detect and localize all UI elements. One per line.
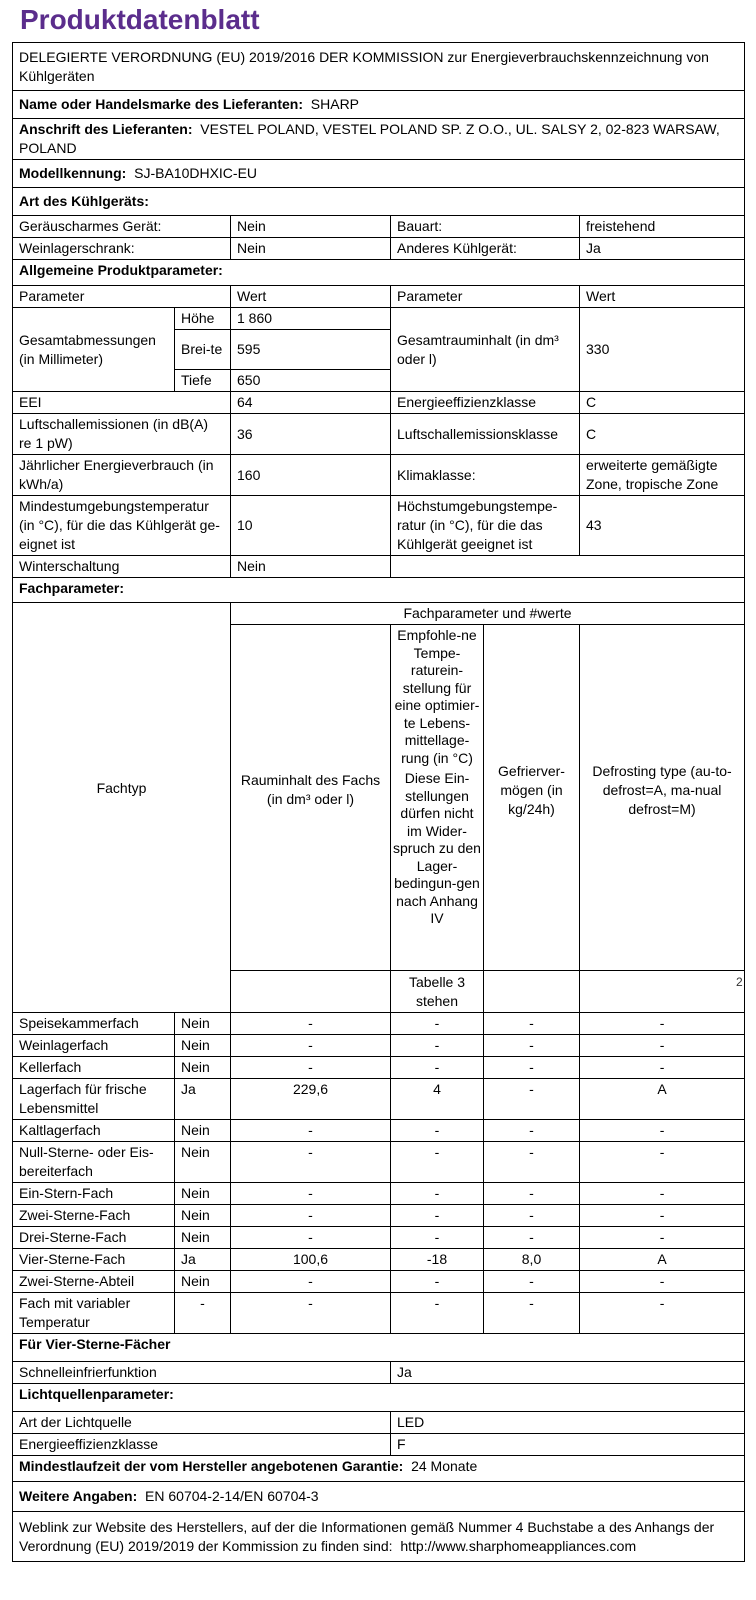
winter-value: Nein xyxy=(231,556,391,578)
compartment-name: Kellerfach xyxy=(13,1057,175,1079)
compartment-freeze: - xyxy=(484,1227,580,1249)
width-label: Brei-te xyxy=(175,330,231,370)
supplier-label: Name oder Handelsmarke des Lieferanten: xyxy=(19,96,303,112)
compartment-defrost: - xyxy=(580,1271,745,1293)
weblink-text: Weblink zur Website des Herstellers, auf der die Informationen gemäß Nummer 4 Buchstabe a des Anhangs der Verordnung (EU) 2019/2019 der Kommission zu finden sind: xyxy=(19,1518,715,1554)
col-freeze-header: Gefrierver-mögen (in kg/24h) xyxy=(484,625,580,971)
compartment-present: Nein xyxy=(175,1120,231,1142)
compartment-name: Kaltlagerfach xyxy=(13,1120,175,1142)
compartment-freeze: - xyxy=(484,1120,580,1142)
dims-label: Gesamtabmessungen (in Millimeter) xyxy=(13,308,175,392)
address-value: VESTEL POLAND, VESTEL POLAND SP. Z O.O., UL. SALSY 2, 02-823 WARSAW, POLAND xyxy=(19,121,720,156)
compartment-volume: - xyxy=(231,1013,391,1035)
address-row xyxy=(13,119,745,160)
compartment-volume: - xyxy=(231,1057,391,1079)
other-value: Ja xyxy=(580,238,745,260)
further-value: EN 60704-2-14/EN 60704-3 xyxy=(145,1488,319,1504)
general-col-value-2: Wert xyxy=(580,286,745,308)
compartment-name: Zwei-Sterne-Abteil xyxy=(13,1271,175,1293)
compartment-defrost: - xyxy=(580,1205,745,1227)
compartment-row xyxy=(13,1249,745,1271)
compartment-row xyxy=(13,1293,745,1334)
compartment-volume: 229,6 xyxy=(231,1079,391,1120)
compartments-heading: Fachparameter: xyxy=(13,578,745,603)
type-heading: Art des Kühlgeräts: xyxy=(13,188,745,216)
light-class-value: F xyxy=(391,1434,745,1456)
volume-value: 330 xyxy=(580,308,745,392)
wine-label: Weinlagerschrank: xyxy=(13,238,231,260)
climate-label: Klimaklasse: xyxy=(391,455,580,496)
compartment-present: Nein xyxy=(175,1035,231,1057)
height-label: Höhe xyxy=(175,308,231,330)
compartment-freeze: - xyxy=(484,1013,580,1035)
quick-freeze-label: Schnelleinfrierfunktion xyxy=(13,1362,391,1384)
quick-freeze-value: Ja xyxy=(391,1362,745,1384)
compartment-defrost: - xyxy=(580,1013,745,1035)
weblink-row xyxy=(13,1512,745,1562)
compartment-rows xyxy=(13,1013,745,1334)
min-temp-label: Mindestumgebungstemperatur (in °C), für die das Kühlgerät ge-eignet ist xyxy=(13,496,231,556)
compartment-freeze: - xyxy=(484,1183,580,1205)
height-value: 1 860 xyxy=(231,308,391,330)
compartment-temp: - xyxy=(391,1120,484,1142)
compartment-temp: 4 xyxy=(391,1079,484,1120)
eei-value: 64 xyxy=(231,392,391,414)
compartment-present: Nein xyxy=(175,1013,231,1035)
col-temp-header xyxy=(391,625,484,971)
datasheet-table xyxy=(12,42,745,1562)
four-star-heading: Für Vier-Sterne-Fächer xyxy=(13,1334,745,1362)
compartment-volume: - xyxy=(231,1035,391,1057)
design-value: freistehend xyxy=(580,216,745,238)
eei-label: EEI xyxy=(13,392,231,414)
general-heading: Allgemeine Produktparameter: xyxy=(13,260,745,286)
model-label: Modellkennung: xyxy=(19,165,127,181)
compartment-freeze: - xyxy=(484,1035,580,1057)
supplier-row xyxy=(13,91,745,119)
compartment-temp: - xyxy=(391,1227,484,1249)
general-col-value: Wert xyxy=(231,286,391,308)
compartment-present: - xyxy=(175,1293,231,1334)
min-temp-value: 10 xyxy=(231,496,391,556)
compartment-volume: - xyxy=(231,1183,391,1205)
col-temp-header-b: Diese Ein-stellungen dürfen nicht im Wider-spruch zu den Lager-bedingun-gen nach Anhang IV xyxy=(393,770,481,926)
eclass-value: C xyxy=(580,392,745,414)
compartment-row xyxy=(13,1035,745,1057)
winter-label: Winterschaltung xyxy=(13,556,231,578)
compartment-freeze: - xyxy=(484,1293,580,1334)
climate-value: erweiterte gemäßigte Zone, tropische Zone xyxy=(580,455,745,496)
compartment-name: Ein-Stern-Fach xyxy=(13,1183,175,1205)
compartment-volume: - xyxy=(231,1142,391,1183)
compartment-volume: - xyxy=(231,1227,391,1249)
consumption-value: 160 xyxy=(231,455,391,496)
col-temp-header-c: Tabelle 3 stehen xyxy=(391,971,484,1013)
compartment-row xyxy=(13,1205,745,1227)
compartment-volume: - xyxy=(231,1293,391,1334)
compartment-freeze: - xyxy=(484,1079,580,1120)
compartment-present: Nein xyxy=(175,1227,231,1249)
compartment-temp: - xyxy=(391,1142,484,1183)
further-label: Weitere Angaben: xyxy=(19,1488,138,1504)
compartment-temp: - xyxy=(391,1057,484,1079)
depth-value: 650 xyxy=(231,370,391,392)
compartment-present: Nein xyxy=(175,1142,231,1183)
supplier-value: SHARP xyxy=(310,96,360,112)
light-type-label: Art der Lichtquelle xyxy=(13,1412,391,1434)
noise-class-value: C xyxy=(580,414,745,455)
compartment-name: Lagerfach für frische Lebensmittel xyxy=(13,1079,175,1120)
compartment-defrost: - xyxy=(580,1035,745,1057)
max-temp-value: 43 xyxy=(580,496,745,556)
compartment-row xyxy=(13,1271,745,1293)
col-volume-header: Rauminhalt des Fachs (in dm³ oder l) xyxy=(231,625,391,971)
compartment-defrost: - xyxy=(580,1227,745,1249)
noise-class-label: Luftschallemissionsklasse xyxy=(391,414,580,455)
compartment-defrost: - xyxy=(580,1183,745,1205)
further-row xyxy=(13,1482,745,1512)
compartment-name: Drei-Sterne-Fach xyxy=(13,1227,175,1249)
width-value: 595 xyxy=(231,330,391,370)
wine-value: Nein xyxy=(231,238,391,260)
compartment-name: Speisekammerfach xyxy=(13,1013,175,1035)
noise-label: Luftschallemissionen (in dB(A) re 1 pW) xyxy=(13,414,231,455)
regulation-text: DELEGIERTE VERORDNUNG (EU) 2019/2016 DER KOMMISSION zur Energieverbrauchskennzeichnung von Kühlgeräten xyxy=(13,43,745,91)
compartment-name: Zwei-Sterne-Fach xyxy=(13,1205,175,1227)
compartment-freeze: - xyxy=(484,1271,580,1293)
compartment-row xyxy=(13,1079,745,1120)
compartment-temp: - xyxy=(391,1271,484,1293)
compartment-row xyxy=(13,1057,745,1079)
compartment-present: Nein xyxy=(175,1057,231,1079)
compartment-defrost: - xyxy=(580,1057,745,1079)
noise-value: 36 xyxy=(231,414,391,455)
model-row xyxy=(13,160,745,188)
weblink-url[interactable]: http://www.sharphomeappliances.com xyxy=(400,1537,637,1554)
volume-label: Gesamtrauminhalt (in dm³ oder l) xyxy=(391,308,580,392)
warranty-row xyxy=(13,1456,745,1482)
warranty-label: Mindestlaufzeit der vom Hersteller angebotenen Garantie: xyxy=(19,1458,404,1474)
compartment-defrost: A xyxy=(580,1079,745,1120)
compartment-row xyxy=(13,1120,745,1142)
light-class-label: Energieeffizienzklasse xyxy=(13,1434,391,1456)
compartment-name: Null-Sterne- oder Eis-bereiterfach xyxy=(13,1142,175,1183)
general-col-param: Parameter xyxy=(13,286,231,308)
compartment-temp: - xyxy=(391,1293,484,1334)
page-number: 2 xyxy=(736,975,743,989)
col-type-header: Fachtyp xyxy=(13,603,231,1013)
compartment-row xyxy=(13,1183,745,1205)
compartment-volume: - xyxy=(231,1205,391,1227)
consumption-label: Jährlicher Energieverbrauch (in kWh/a) xyxy=(13,455,231,496)
compartment-freeze: - xyxy=(484,1057,580,1079)
col-temp-header-a: Empfohle-ne Tempe-raturein-stellung für eine optimier-te Lebens-mittellage-rung (in °C) xyxy=(394,627,480,766)
compartment-present: Nein xyxy=(175,1183,231,1205)
compartment-temp: -18 xyxy=(391,1249,484,1271)
compartment-row xyxy=(13,1227,745,1249)
model-value: SJ-BA10DHXIC-EU xyxy=(134,165,258,181)
compartment-name: Vier-Sterne-Fach xyxy=(13,1249,175,1271)
other-label: Anderes Kühlgerät: xyxy=(391,238,580,260)
compartment-freeze: - xyxy=(484,1142,580,1183)
col-defrost-header: Defrosting type (au-to-defrost=A, ma-nual defrost=M) xyxy=(580,625,745,971)
compartment-defrost: A xyxy=(580,1249,745,1271)
light-heading: Lichtquellenparameter: xyxy=(13,1384,745,1412)
compartment-volume: - xyxy=(231,1120,391,1142)
low-noise-value: Nein xyxy=(231,216,391,238)
compartment-row xyxy=(13,1142,745,1183)
compartment-freeze: 8,0 xyxy=(484,1249,580,1271)
depth-label: Tiefe xyxy=(175,370,231,392)
compartment-present: Ja xyxy=(175,1249,231,1271)
group-header: Fachparameter und #werte xyxy=(231,603,745,625)
compartment-row xyxy=(13,1013,745,1035)
compartment-temp: - xyxy=(391,1183,484,1205)
light-type-value: LED xyxy=(391,1412,745,1434)
compartment-present: Nein xyxy=(175,1205,231,1227)
compartment-temp: - xyxy=(391,1035,484,1057)
winter-empty xyxy=(391,556,745,578)
design-label: Bauart: xyxy=(391,216,580,238)
compartment-volume: - xyxy=(231,1271,391,1293)
compartment-name: Fach mit variabler Temperatur xyxy=(13,1293,175,1334)
low-noise-label: Geräuscharmes Gerät: xyxy=(13,216,231,238)
max-temp-label: Höchstumgebungstempe-ratur (in °C), für die das Kühlgerät geeignet ist xyxy=(391,496,580,556)
eclass-label: Energieeffizienzklasse xyxy=(391,392,580,414)
page-title: Produktdatenblatt xyxy=(20,4,260,35)
compartment-name: Weinlagerfach xyxy=(13,1035,175,1057)
compartment-temp: - xyxy=(391,1205,484,1227)
compartment-present: Nein xyxy=(175,1271,231,1293)
compartment-defrost: - xyxy=(580,1120,745,1142)
compartment-volume: 100,6 xyxy=(231,1249,391,1271)
datasheet xyxy=(12,42,744,1562)
compartment-defrost: - xyxy=(580,1293,745,1334)
compartment-present: Ja xyxy=(175,1079,231,1120)
compartment-freeze: - xyxy=(484,1205,580,1227)
compartment-temp: - xyxy=(391,1013,484,1035)
address-label: Anschrift des Lieferanten: xyxy=(19,121,193,137)
compartment-defrost: - xyxy=(580,1142,745,1183)
warranty-value: 24 Monate xyxy=(411,1458,478,1474)
general-col-param-2: Parameter xyxy=(391,286,580,308)
